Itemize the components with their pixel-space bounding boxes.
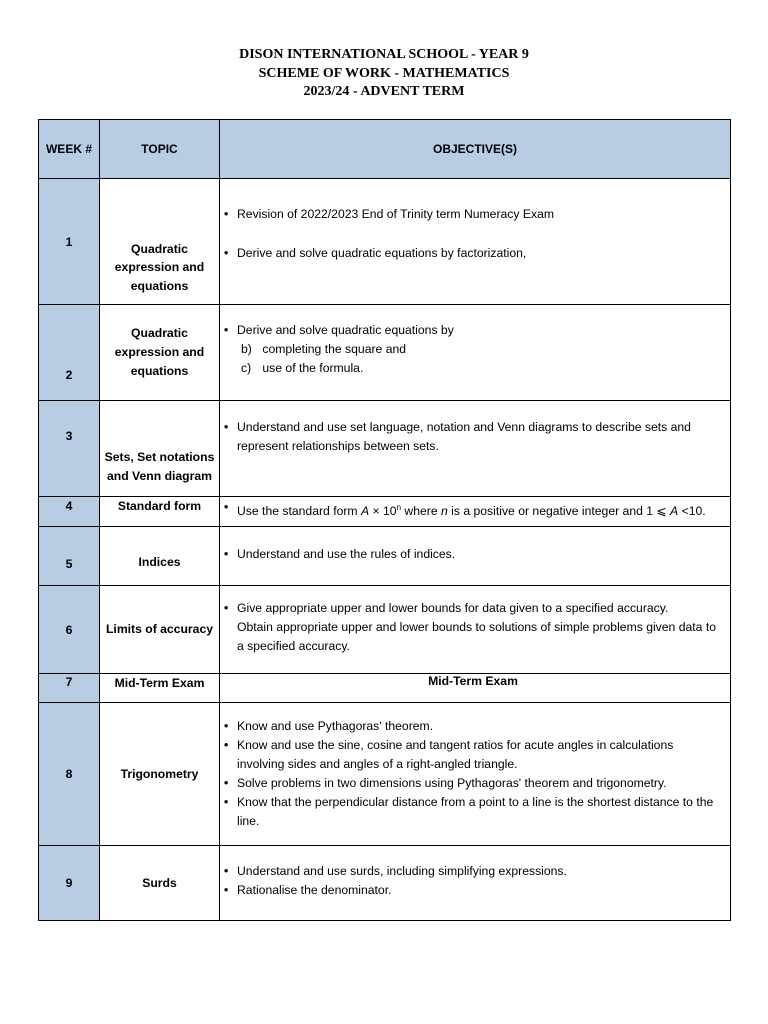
term-title: 2023/24 - ADVENT TERM: [303, 84, 465, 99]
week-number: 2: [39, 305, 100, 401]
objectives-cell: [220, 527, 731, 586]
subitem-label: c): [241, 361, 252, 375]
objectives-cell: [220, 497, 731, 527]
table-row: [39, 674, 731, 703]
school-title: DISON INTERNATIONAL SCHOOL - YEAR 9: [239, 47, 529, 62]
topic-cell: Indices: [100, 527, 220, 586]
objective-item: • Revision of 2022/2023 End of Trinity term Numeracy Exam: [224, 205, 722, 224]
objectives-header: OBJECTIVE(S): [220, 120, 731, 179]
objective-subitem: [224, 340, 722, 359]
topic-header: TOPIC: [100, 120, 220, 179]
subitem-text: use of the formula.: [262, 361, 364, 375]
objectives-cell: [220, 305, 731, 401]
objective-item: • Give appropriate upper and lower bounds for data given to a specified accuracy.: [224, 599, 722, 618]
objectives-cell: [220, 703, 731, 846]
objective-item: • Understand and use surds, including simplifying expressions.: [224, 862, 722, 881]
topic-cell: Standard form: [100, 497, 220, 527]
objective-item: • Solve problems in two dimensions using Pythagoras' theorem and trigonometry.: [224, 774, 722, 793]
table-row: [39, 497, 731, 527]
week-number: 7: [39, 674, 100, 703]
objectives-cell: [220, 586, 731, 674]
week-header: WEEK #: [39, 120, 100, 179]
variable-a: A: [360, 504, 370, 519]
variable-a: A: [670, 504, 679, 519]
table-row: [39, 586, 731, 674]
table-row: [39, 846, 731, 921]
topic-cell: Sets, Set notations and Venn diagram: [100, 401, 220, 497]
objective-item: • Understand and use set language, notation and Venn diagrams to describe sets and represent relationships between sets.: [224, 418, 722, 456]
table-row: [39, 703, 731, 846]
week-number: 1: [39, 179, 100, 305]
table-row: [39, 305, 731, 401]
topic-cell: Mid-Term Exam: [100, 674, 220, 703]
objectives-cell: Mid-Term Exam: [220, 674, 731, 703]
objective-item: • Rationalise the denominator.: [224, 881, 722, 900]
topic-cell: Quadratic expression and equations: [100, 179, 220, 305]
week-number: 9: [39, 846, 100, 921]
objective-text: Use the standard form: [237, 504, 361, 519]
objective-continuation: Obtain appropriate upper and lower bounds to solutions of simple problems given data to a specified accuracy.: [237, 620, 716, 653]
exponent-n: n: [396, 503, 402, 512]
topic-cell: Limits of accuracy: [100, 586, 220, 674]
objective-item: • Know and use Pythagoras' theorem.: [224, 717, 722, 736]
objective-item: • Derive and solve quadratic equations by factorization,: [224, 244, 722, 263]
table-row: [39, 401, 731, 497]
subitem-text: completing the square and: [262, 342, 407, 356]
objective-text: <10.: [678, 504, 706, 519]
week-number: 8: [39, 703, 100, 846]
objective-item: [224, 498, 726, 521]
scheme-title: SCHEME OF WORK - MATHEMATICS: [258, 65, 510, 81]
objectives-cell: [220, 179, 731, 305]
topic-cell: Surds: [100, 846, 220, 921]
topic-cell: Quadratic expression and equations: [100, 305, 220, 401]
objective-item: • Know and use the sine, cosine and tangent ratios for acute angles in calculations involving sides and angles of a right-angled triangle.: [224, 736, 722, 774]
document-header: [0, 46, 768, 102]
week-number: 4: [39, 497, 100, 527]
table-row: [39, 179, 731, 305]
table-row: [39, 527, 731, 586]
objective-item: • Derive and solve quadratic equations by: [224, 321, 722, 340]
objective-subitem: [224, 359, 722, 378]
objective-text: × 10: [369, 504, 397, 519]
topic-cell: Trigonometry: [100, 703, 220, 846]
objective-item: • Know that the perpendicular distance from a point to a line is the shortest distance to the line.: [224, 793, 722, 831]
subitem-label: b): [241, 342, 252, 356]
table-header-row: [39, 120, 731, 179]
objectives-cell: [220, 846, 731, 921]
week-number: 6: [39, 586, 100, 674]
objective-text: is a positive or negative integer and 1 ⩽: [447, 504, 671, 519]
week-number: 3: [39, 401, 100, 497]
objectives-cell: [220, 401, 731, 497]
objective-item: • Understand and use the rules of indices.: [224, 545, 722, 564]
scheme-of-work-table: [38, 119, 731, 921]
variable-n: n: [440, 504, 448, 519]
objective-text: where: [401, 504, 441, 519]
week-number: 5: [39, 527, 100, 586]
